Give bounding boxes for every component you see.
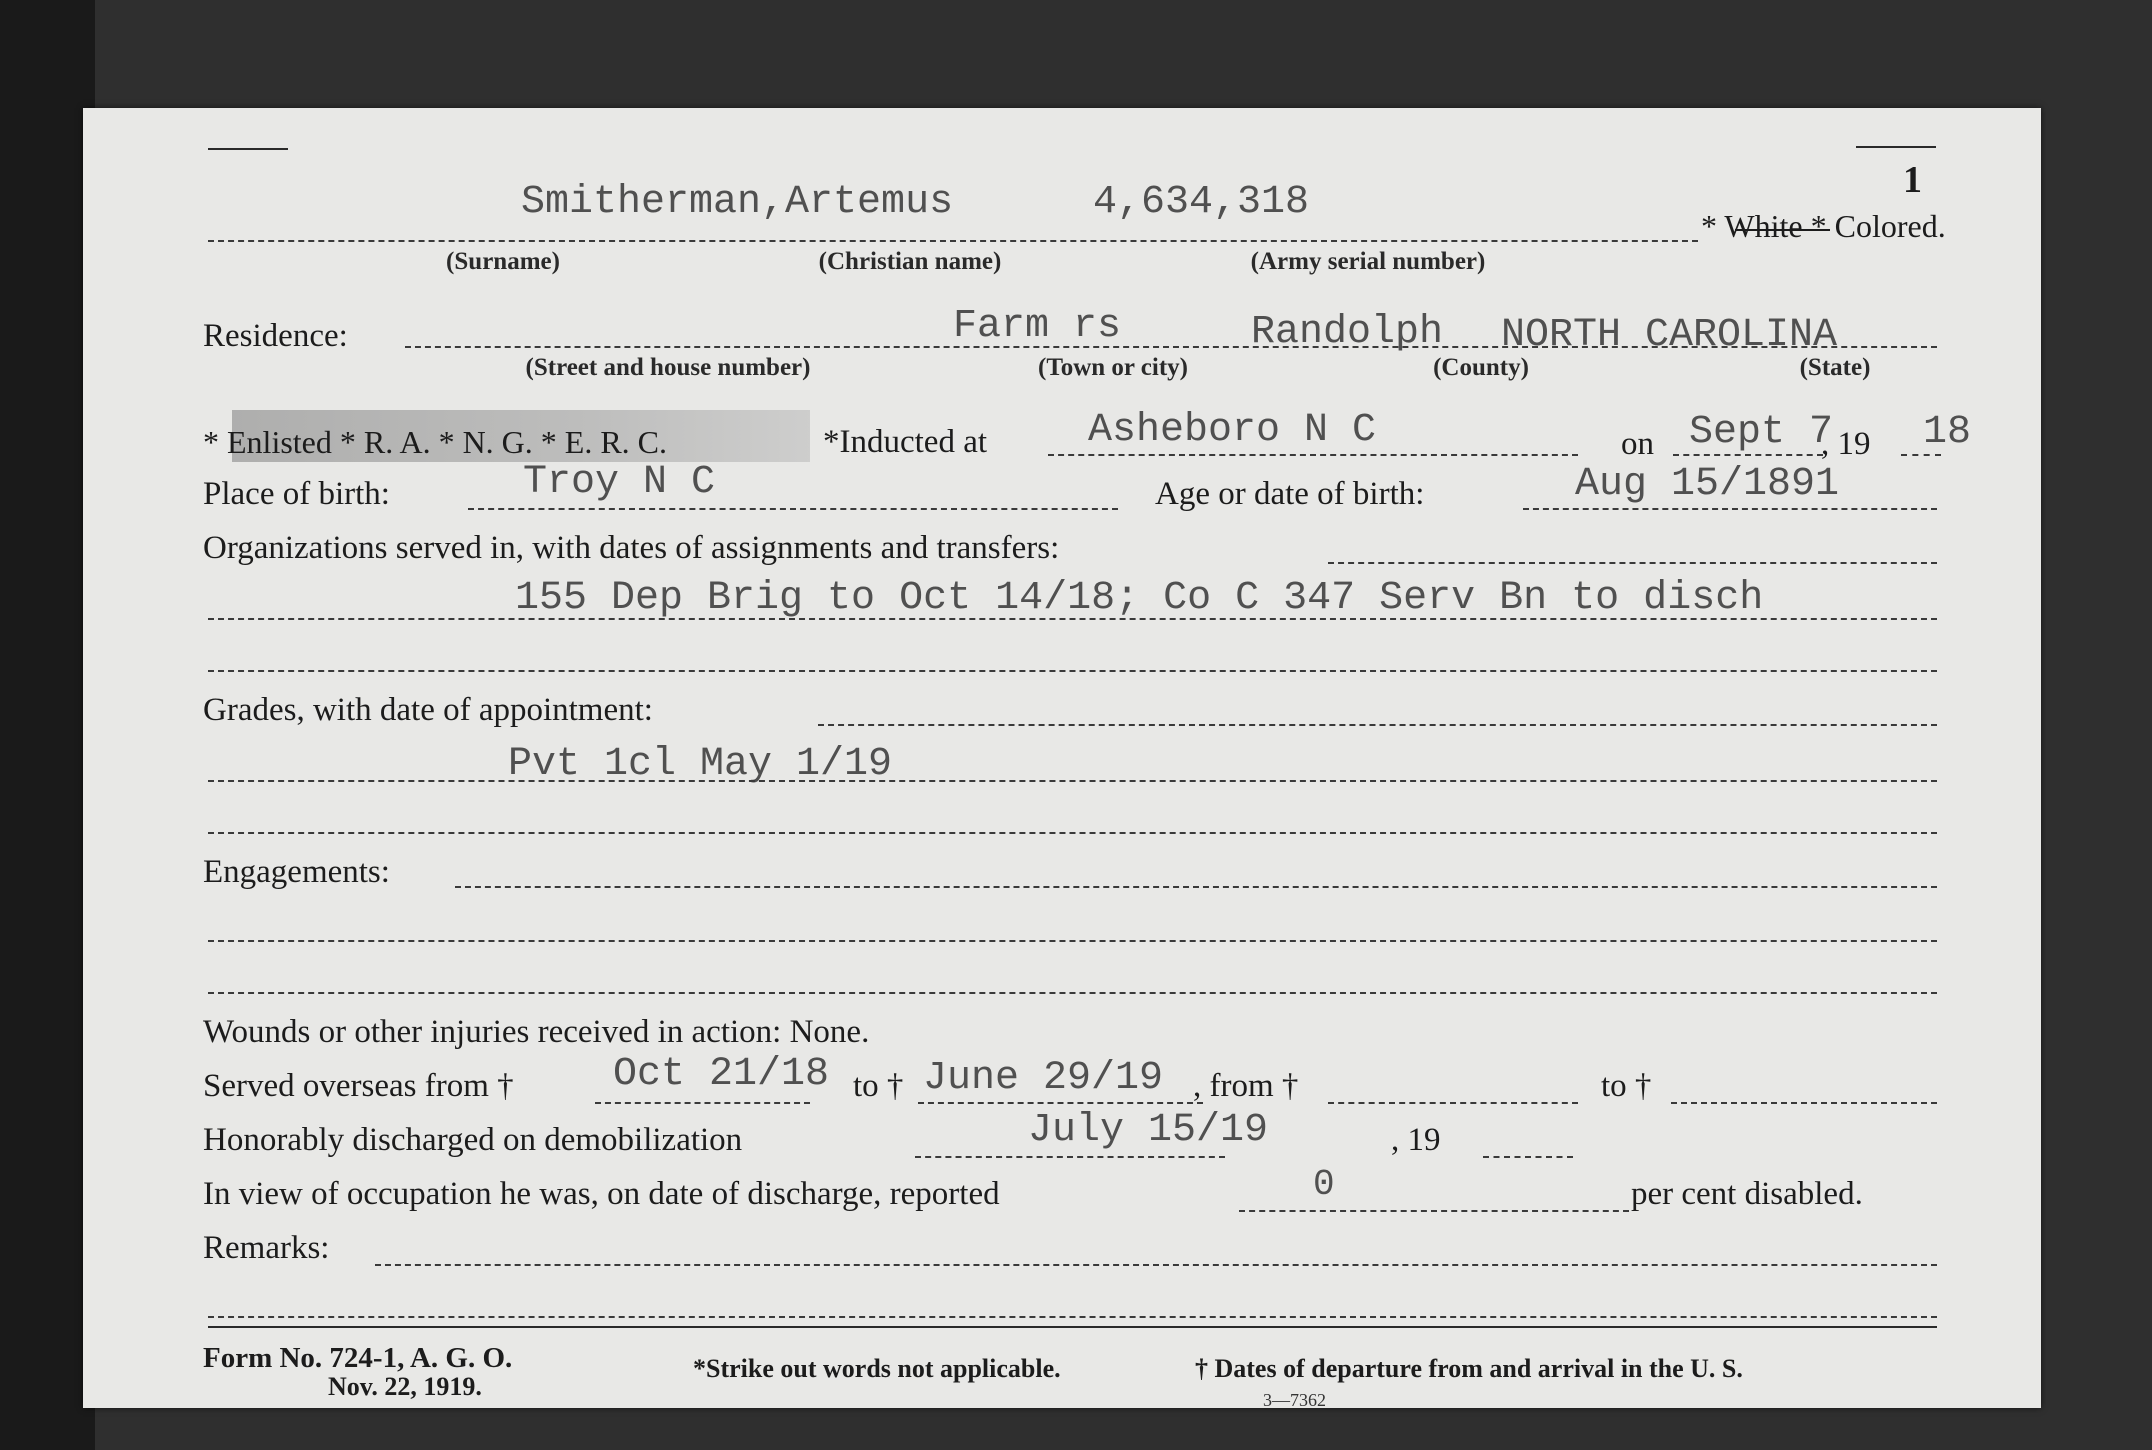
inducted-year: 18 [1923,410,1972,455]
inducted-date-line [1673,454,1823,456]
to-line-2 [1671,1102,1937,1104]
remarks-line-2 [208,1316,1937,1318]
top-left-rule [208,148,288,150]
race-white: * White [1701,208,1803,244]
birthdate-line [1523,508,1937,510]
residence-line [405,346,1937,348]
engagements-line-1 [455,886,1937,888]
overseas-from-line [595,1102,810,1104]
name-line [208,240,1698,242]
dates-note: † Dates of departure from and arrival in the U. S. [1195,1354,1743,1383]
race-options [1701,208,1946,245]
engagements-label: Engagements: [203,854,390,890]
grades-line-2 [208,780,1937,782]
engagements-line-3 [208,992,1937,994]
residence-town: Farm rs [953,304,1122,349]
street-caption: (Street and house number) [525,354,811,381]
to-label-2: to † [1601,1068,1652,1104]
overseas-to-value: June 29/19 [923,1056,1164,1101]
birthdate-label: Age or date of birth: [1155,476,1425,512]
residence-county: Randolph [1251,310,1444,355]
form-date: Nov. 22, 1919. [328,1372,482,1401]
inducted-label: *Inducted at [823,424,988,460]
orgs-line-3 [208,670,1937,672]
orgs-line-2 [208,618,1937,620]
orgs-value: 155 Dep Brig to Oct 14/18; Co C 347 Serv Bn to disch [515,576,1764,621]
print-code: 3—7362 [1263,1390,1326,1410]
strike-note: *Strike out words not applicable. [693,1354,1061,1383]
discharge-date: July 15/19 [1028,1108,1269,1153]
grades-label: Grades, with date of appointment: [203,692,653,728]
year-prefix: , 19 [1821,426,1871,462]
orgs-line-1 [1328,562,1937,564]
orgs-label: Organizations served in, with dates of assignments and transfers: [203,530,1060,566]
top-right-rule [1856,146,1936,148]
remarks-label: Remarks: [203,1230,330,1266]
name-value: Smitherman,Artemus [521,180,954,225]
town-caption: (Town or city) [1038,354,1188,381]
discharge-year-line [1483,1156,1573,1158]
white-strikeout [1735,229,1830,231]
residence-state: NORTH CAROLINA [1501,313,1838,358]
from-line-2 [1328,1102,1578,1104]
service-record-card [83,108,2041,1408]
inducted-at-value: Asheboro N C [1088,408,1377,453]
discharge-label: Honorably discharged on demobilization [203,1122,743,1158]
birthdate-value: Aug 15/1891 [1575,462,1840,507]
disabled-suffix: per cent disabled. [1631,1176,1863,1212]
disabled-value: 0 [1313,1164,1335,1205]
surname-caption: (Surname) [446,248,560,275]
enlisted-label: * Enlisted * R. A. * N. G. * E. R. C. [203,424,668,460]
residence-label: Residence: [203,318,348,354]
birthplace-line [468,508,1118,510]
scan-background [0,0,95,1450]
card-number: 1 [1903,159,1922,201]
engagements-line-2 [208,940,1937,942]
grades-line-1 [818,724,1937,726]
birthplace-label: Place of birth: [203,476,390,512]
disabled-line [1239,1210,1629,1212]
occupation-label: In view of occupation he was, on date of discharge, reported [203,1176,1000,1212]
footer-rule [208,1326,1937,1328]
birthplace-value: Troy N C [523,460,716,505]
overseas-to-line [918,1102,1203,1104]
state-caption: (State) [1799,354,1871,381]
wounds-label: Wounds or other injuries received in action: None. [203,1014,870,1050]
grades-value: Pvt 1cl May 1/19 [508,742,893,787]
grades-line-3 [208,832,1937,834]
from-label-2: , from † [1193,1068,1299,1104]
serial-caption: (Army serial number) [1250,248,1486,275]
inducted-year-line [1901,454,1941,456]
overseas-to-label: to † [853,1068,904,1104]
overseas-label: Served overseas from † [203,1068,514,1104]
overseas-from-value: Oct 21/18 [613,1052,830,1097]
discharge-date-line [915,1156,1225,1158]
form-number: Form No. 724-1, A. G. O. [203,1342,513,1374]
race-colored: * Colored. [1810,208,1946,244]
county-caption: (County) [1433,354,1529,381]
discharge-year-label: , 19 [1391,1122,1441,1158]
inducted-date: Sept 7 [1689,410,1834,455]
serial-number-value: 4,634,318 [1093,180,1310,225]
on-label: on [1621,426,1654,462]
christian-name-caption: (Christian name) [818,248,1002,275]
remarks-line-1 [375,1264,1937,1266]
inducted-at-line [1048,454,1578,456]
